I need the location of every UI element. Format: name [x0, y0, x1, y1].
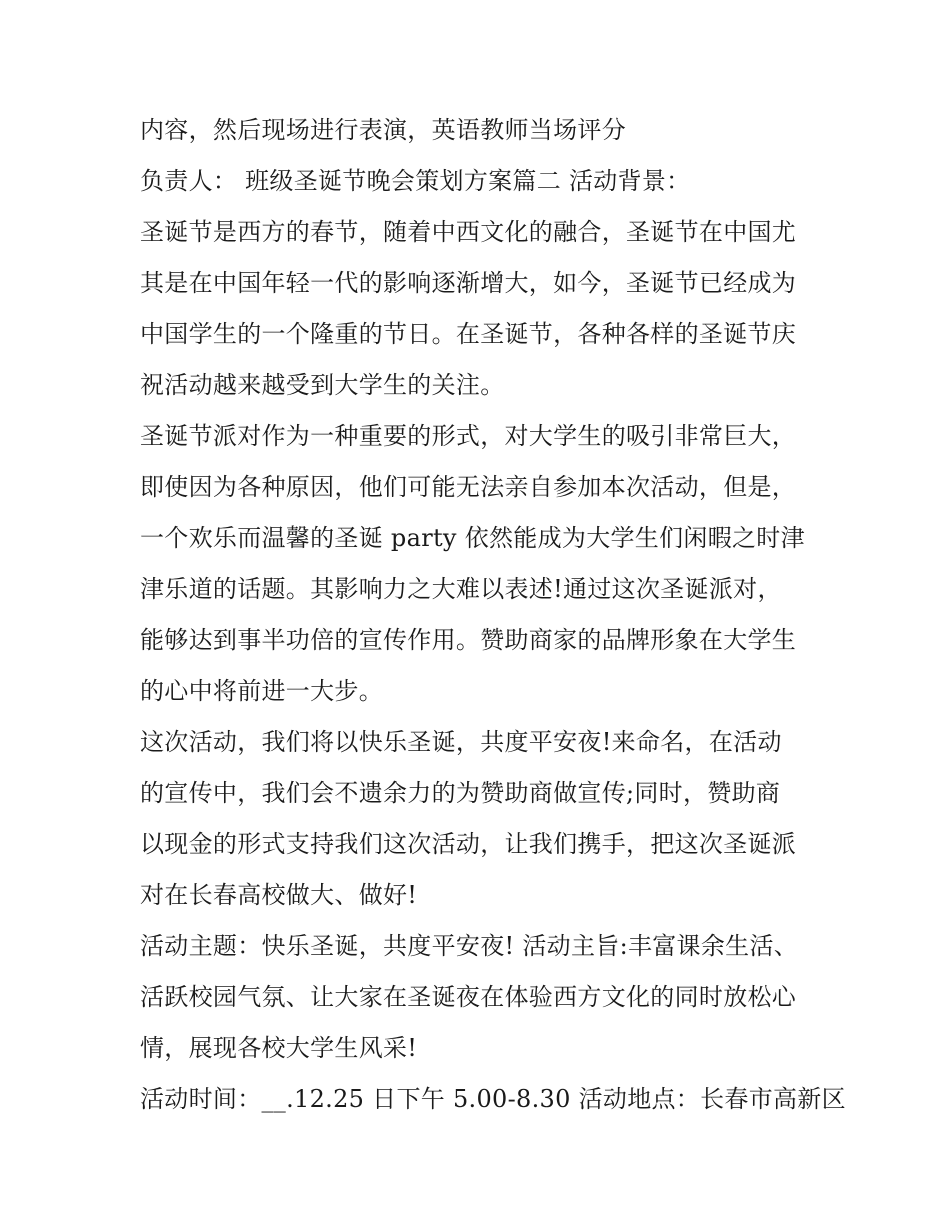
- text-line: 的宣传中，我们会不遗余力的为赞助商做宣传;同时，赞助商: [140, 779, 781, 807]
- text-line: 圣诞节是西方的春节，随着中西文化的融合，圣诞节在中国尤: [140, 218, 797, 246]
- text-line: 内容，然后现场进行表演，英语教师当场评分: [140, 116, 626, 144]
- text-line: 活动时间：__.12.25 日下午 5.00-8.30 活动地点：长春市高新区: [140, 1085, 846, 1113]
- text-line: 活跃校园气氛、让大家在圣诞夜在体验西方文化的同时放松心: [140, 983, 797, 1011]
- text-line: 负责人： 班级圣诞节晚会策划方案篇二 活动背景：: [140, 167, 691, 195]
- document-body: [140, 110, 846, 1130]
- text-line: 祝活动越来越受到大学生的关注。: [140, 371, 505, 399]
- text-line: 这次活动，我们将以快乐圣诞，共度平安夜!来命名，在活动: [140, 728, 782, 756]
- text-line: 一个欢乐而温馨的圣诞 party 依然能成为大学生们闲暇之时津: [140, 524, 805, 552]
- text-line: 圣诞节派对作为一种重要的形式，对大学生的吸引非常巨大，: [140, 422, 797, 450]
- text-line: 以现金的形式支持我们这次活动，让我们携手，把这次圣诞派: [140, 830, 797, 858]
- text-line: 即使因为各种原因，他们可能无法亲自参加本次活动，但是，: [140, 473, 797, 501]
- text-line: 中国学生的一个隆重的节日。在圣诞节，各种各样的圣诞节庆: [140, 320, 797, 348]
- text-line: 其是在中国年轻一代的影响逐渐增大，如今，圣诞节已经成为: [140, 269, 797, 297]
- text-line: 能够达到事半功倍的宣传作用。赞助商家的品牌形象在大学生: [140, 626, 797, 654]
- text-line: 活动主题：快乐圣诞，共度平安夜! 活动主旨:丰富课余生活、: [140, 932, 799, 960]
- text-line: 对在长春高校做大、做好!: [140, 881, 418, 909]
- text-line: 的心中将前进一大步。: [140, 677, 383, 705]
- text-line: 津乐道的话题。其影响力之大难以表述!通过这次圣诞派对，: [140, 575, 782, 603]
- text-line: 情，展现各校大学生风采!: [140, 1034, 418, 1062]
